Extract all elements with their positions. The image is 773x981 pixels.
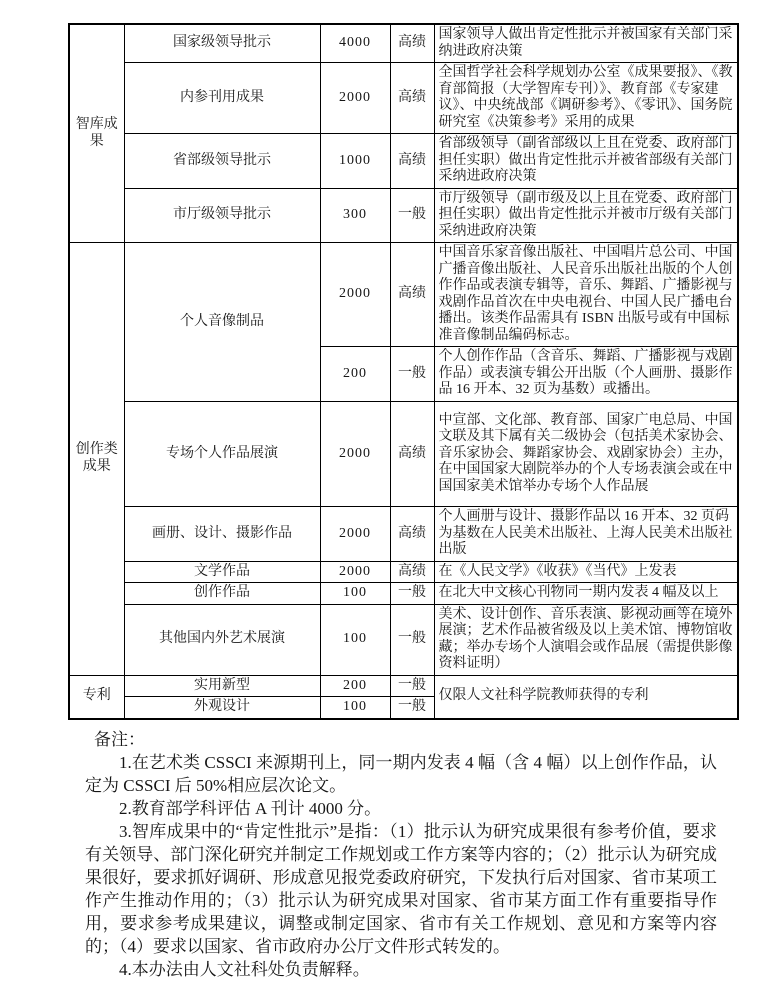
notes-label: 备注： [94,729,145,749]
table-row [69,63,738,134]
table-row [69,134,738,189]
description-cell: 个人画册与设计、摄影作品以 16 开本、32 页码为基数在人民美术出版社、上海人民美术出版社出版 [434,507,738,562]
item-cell: 市厅级领导批示 [124,188,320,243]
score-cell: 4000 [320,24,390,63]
category-cell: 智库成果 [69,24,124,243]
level-cell: 高绩 [390,24,434,63]
level-cell: 高绩 [390,63,434,134]
item-cell: 其他国内外艺术展演 [124,604,320,675]
score-cell: 2000 [320,561,390,583]
item-cell: 画册、设计、摄影作品 [124,507,320,562]
level-cell: 高绩 [390,401,434,507]
description-cell: 市厅级领导（副市级及以上且在党委、政府部门担任实职）做出肯定性批示并被市厅级有关部门采纳进政府决策 [434,188,738,243]
score-cell: 200 [320,347,390,402]
score-cell: 2000 [320,243,390,347]
score-cell: 100 [320,583,390,605]
score-cell: 2000 [320,63,390,134]
level-cell: 一般 [390,188,434,243]
level-cell: 一般 [390,697,434,719]
item-cell: 创作作品 [124,583,320,605]
note-item-4: 4.本办法由人文社科处负责解释。 [119,959,370,979]
score-cell: 2000 [320,401,390,507]
level-cell: 一般 [390,604,434,675]
description-cell: 国家领导人做出肯定性批示并被国家有关部门采纳进政府决策 [434,24,738,63]
scoring-table [68,23,739,720]
description-cell: 中国音乐家音像出版社、中国唱片总公司、中国广播音像出版社、人民音乐出版社出版的个人创作作品或表演专辑等，音乐、舞蹈、广播影视与戏剧作品首次在中央电视台、中国人民广播电台播出。该类作品需具有 ISBN 出版号或有中国标准音像制品编码标志。 [434,243,738,347]
level-cell: 一般 [390,347,434,402]
level-cell: 高绩 [390,507,434,562]
score-cell: 2000 [320,507,390,562]
table-row [69,24,738,63]
table-row [69,675,738,697]
level-cell: 高绩 [390,561,434,583]
description-cell: 全国哲学社会科学规划办公室《成果要报》、《教育部简报（大学智库专刊）》、教育部《专家建议》、中央统战部《调研参考》、《零讯》、国务院研究室《决策参考》采用的成果 [434,63,738,134]
description-cell: 个人创作作品（含音乐、舞蹈、广播影视与戏剧作品）或表演专辑公开出版（个人画册、摄影作品 16 开本、32 页为基数）或播出。 [434,347,738,402]
score-cell: 1000 [320,134,390,189]
table-row [69,561,738,583]
level-cell: 高绩 [390,134,434,189]
item-cell: 个人音像制品 [124,243,320,402]
description-cell: 仅限人文社科学院教师获得的专利 [434,675,738,719]
category-cell: 专利 [69,675,124,719]
description-cell: 美术、设计创作、音乐表演、影视动画等在境外展演；艺术作品被省级及以上美术馆、博物馆收藏；举办专场个人演唱会或作品展（需提供影像资料证明） [434,604,738,675]
level-cell: 一般 [390,583,434,605]
table-row [69,507,738,562]
table-row [69,583,738,605]
item-cell: 内参刊用成果 [124,63,320,134]
score-cell: 100 [320,604,390,675]
notes-section [85,728,717,981]
item-cell: 省部级领导批示 [124,134,320,189]
item-cell: 文学作品 [124,561,320,583]
note-item-1: 1.在艺术类 CSSCI 来源期刊上，同一期内发表 4 幅（含 4 幅）以上创作作品，认定为 CSSCI 后 50%相应层次论文。 [85,752,717,795]
description-cell: 在《人民文学》《收获》《当代》上发表 [434,561,738,583]
category-cell: 创作类成果 [69,243,124,676]
description-cell: 中宣部、文化部、教育部、国家广电总局、中国文联及其下属有关二级协会（包括美术家协会、音乐家协会、舞蹈家协会、戏剧家协会）主办，在中国国家大剧院举办的个人专场表演会或在中国国家美术馆举办专场个人作品展 [434,401,738,507]
note-item-2: 2.教育部学科评估 A 刊计 4000 分。 [119,798,382,818]
item-cell: 专场个人作品展演 [124,401,320,507]
score-cell: 200 [320,675,390,697]
table-row [69,401,738,507]
description-cell: 在北大中文核心刊物同一期内发表 4 幅及以上 [434,583,738,605]
item-cell: 国家级领导批示 [124,24,320,63]
table-row [69,243,738,347]
score-cell: 100 [320,697,390,719]
level-cell: 一般 [390,675,434,697]
level-cell: 高绩 [390,243,434,347]
note-item-3: 3.智库成果中的“肯定性批示”是指：（1）批示认为研究成果很有参考价值，要求有关领导、部门深化研究并制定工作规划或工作方案等内容的；（2）批示认为研究成果很好，要求抓好调研、形成意见报党委政府研究，下发执行后对国家、省市某项工作产生推动作用的；（3）批示认为研究成果对国家、省市某方面工作有重要指导作用，要求参考成果建议，调整或制定国家、省市有关工作规划、意见和方案等内容的；（4）要求以国家、省市政府办公厅文件形式转发的。 [85,821,717,956]
item-cell: 实用新型 [124,675,320,697]
description-cell: 省部级领导（副省部级以上且在党委、政府部门担任实职）做出肯定性批示并被省部级有关部门采纳进政府决策 [434,134,738,189]
table-row [69,604,738,675]
score-cell: 300 [320,188,390,243]
item-cell: 外观设计 [124,697,320,719]
table-row [69,188,738,243]
